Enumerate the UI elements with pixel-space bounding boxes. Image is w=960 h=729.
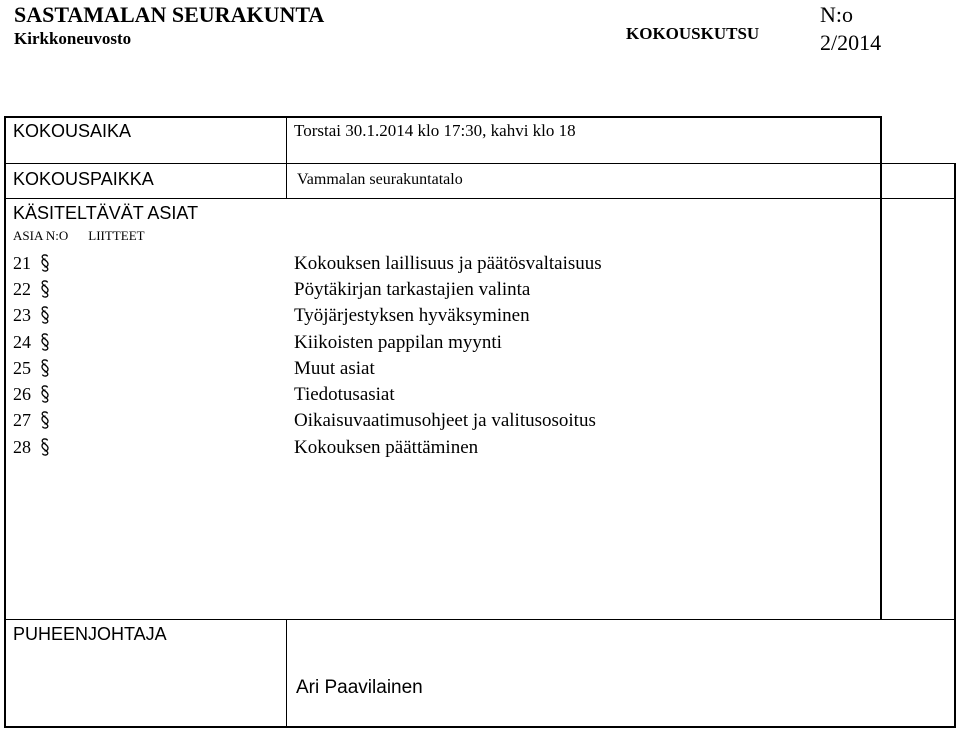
section-sign-icon	[39, 410, 51, 430]
inner-right-border	[880, 116, 882, 620]
agenda-item-number: 24	[13, 332, 51, 353]
section-sign-icon	[39, 384, 51, 404]
row-divider-agenda	[4, 619, 956, 620]
section-sign-icon	[39, 305, 51, 325]
document-type: KOKOUSKUTSU	[626, 24, 760, 43]
document-number-label: N:o	[820, 2, 853, 27]
agenda-item-number: 26	[13, 384, 51, 405]
section-sign-icon	[39, 279, 51, 299]
section-sign-icon	[39, 253, 51, 273]
meeting-place-label: KOKOUSPAIKKA	[13, 169, 154, 189]
column-divider-lower	[286, 619, 287, 727]
column-divider-upper	[286, 116, 287, 199]
chairperson-name: Ari Paavilainen	[296, 677, 423, 698]
agenda-item-title: Työjärjestyksen hyväksyminen	[294, 305, 530, 326]
section-sign-icon	[39, 358, 51, 378]
table-top-border	[4, 116, 882, 118]
organization-body: Kirkkoneuvosto	[14, 29, 132, 48]
agenda-item-number: 27	[13, 410, 51, 431]
table-right-border	[954, 163, 956, 728]
agenda-item-number: 22	[13, 279, 51, 300]
document-number-value: 2/2014	[820, 30, 882, 55]
chairperson-label: PUHEENJOHTAJA	[13, 624, 167, 644]
table-left-border	[4, 116, 6, 728]
row-divider-place	[4, 198, 956, 199]
meeting-place-value: Vammalan seurakuntatalo	[297, 171, 463, 188]
agenda-item-number: 23	[13, 305, 51, 326]
agenda-item-title: Kokouksen päättäminen	[294, 437, 479, 458]
agenda-column-headers	[13, 228, 145, 244]
organization-name: SASTAMALAN SEURAKUNTA	[14, 2, 325, 27]
agenda-item-title: Tiedotusasiat	[294, 384, 395, 405]
agenda-item-title: Oikaisuvaatimusohjeet ja valitusosoitus	[294, 410, 596, 431]
agenda-item-number: 25	[13, 358, 51, 379]
section-sign-icon	[39, 437, 51, 457]
agenda-column-attachments: LIITTEET	[88, 228, 145, 243]
table-bottom-border	[4, 726, 956, 728]
agenda-item-title: Kokouksen laillisuus ja päätösvaltaisuus	[294, 253, 602, 274]
meeting-time-value: Torstai 30.1.2014 klo 17:30, kahvi klo 18	[294, 121, 576, 140]
agenda-column-number: ASIA N:O	[13, 228, 69, 243]
agenda-item-title: Kiikoisten pappilan myynti	[294, 332, 502, 353]
row-divider-time	[4, 163, 956, 164]
agenda-heading: KÄSITELTÄVÄT ASIAT	[13, 203, 199, 223]
agenda-item-title: Pöytäkirjan tarkastajien valinta	[294, 279, 531, 300]
agenda-item-title: Muut asiat	[294, 358, 375, 379]
meeting-time-label: KOKOUSAIKA	[13, 121, 132, 141]
section-sign-icon	[39, 332, 51, 352]
agenda-item-number: 21	[13, 253, 51, 274]
agenda-item-number: 28	[13, 437, 51, 458]
